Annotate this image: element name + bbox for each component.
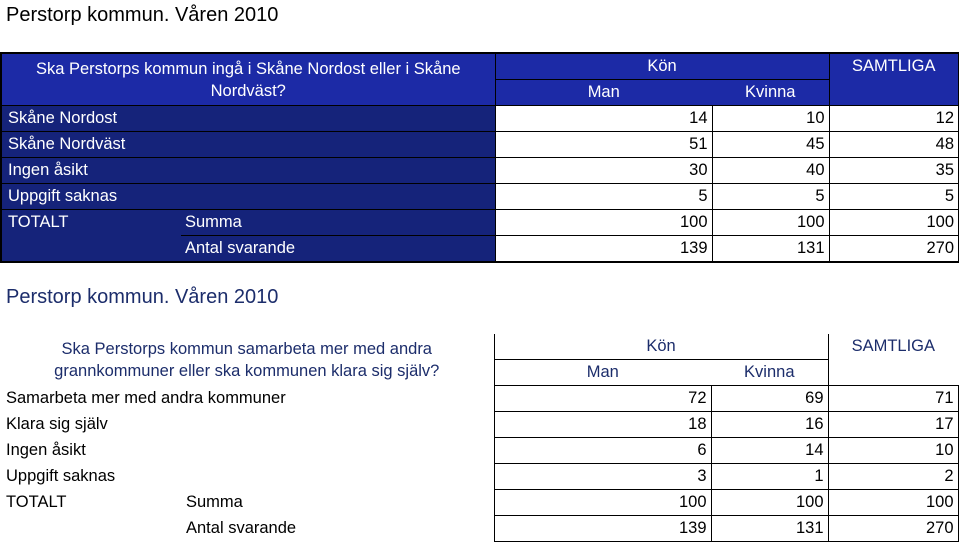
table-row [0, 412, 958, 438]
cell-man: 3 [494, 464, 711, 490]
table2-question: Ska Perstorps kommun samarbeta mer med andra grannkommuner eller ska kommunen klara sig själv? [0, 334, 494, 386]
cell-man: 6 [494, 438, 711, 464]
table-row [1, 106, 959, 132]
cell-samtliga: 71 [828, 386, 958, 412]
cell-kvinna: 5 [712, 184, 829, 210]
cell-samtliga: 10 [828, 438, 958, 464]
cell-man: 139 [494, 516, 711, 542]
table-row [1, 158, 959, 184]
row-label: Uppgift saknas [1, 184, 495, 210]
row-label: Samarbeta mer med andra kommuner [0, 386, 494, 412]
cell-samtliga: 5 [829, 184, 959, 210]
table1-col-kvinna: Kvinna [712, 80, 829, 106]
cell-kvinna: 131 [711, 516, 828, 542]
cell-kvinna: 40 [712, 158, 829, 184]
table1-total-header: SAMTLIGA [829, 53, 959, 106]
table2 [0, 334, 959, 542]
row-label: Skåne Nordost [1, 106, 495, 132]
cell-kvinna: 14 [711, 438, 828, 464]
cell-kvinna: 100 [712, 210, 829, 236]
table1-col-man: Man [495, 80, 712, 106]
table-row [1, 210, 959, 236]
cell-kvinna: 131 [712, 236, 829, 263]
cell-man: 100 [495, 210, 712, 236]
cell-samtliga: 100 [829, 210, 959, 236]
table2-title: Perstorp kommun. Våren 2010 [6, 286, 279, 308]
cell-kvinna: 69 [711, 386, 828, 412]
antal-label: Antal svarande [181, 236, 495, 263]
row-label: Skåne Nordväst [1, 132, 495, 158]
table1 [0, 52, 959, 263]
cell-samtliga: 2 [828, 464, 958, 490]
cell-man: 51 [495, 132, 712, 158]
cell-man: 72 [494, 386, 711, 412]
table2-col-man: Man [494, 360, 711, 386]
cell-samtliga: 12 [829, 106, 959, 132]
cell-man: 100 [494, 490, 711, 516]
cell-kvinna: 16 [711, 412, 828, 438]
table1-title: Perstorp kommun. Våren 2010 [6, 4, 279, 26]
summa-label: Summa [180, 490, 494, 516]
cell-samtliga: 270 [828, 516, 958, 542]
table2-col-kvinna: Kvinna [711, 360, 828, 386]
cell-kvinna: 10 [712, 106, 829, 132]
row-label: Ingen åsikt [0, 438, 494, 464]
table2-group-header: Kön [494, 334, 828, 360]
cell-kvinna: 100 [711, 490, 828, 516]
totalt-label: TOTALT [1, 210, 181, 263]
cell-kvinna: 1 [711, 464, 828, 490]
totalt-label: TOTALT [0, 490, 180, 542]
table-row [1, 184, 959, 210]
cell-samtliga: 270 [829, 236, 959, 263]
cell-man: 30 [495, 158, 712, 184]
table-row [0, 490, 958, 516]
cell-samtliga: 48 [829, 132, 959, 158]
table-row [0, 438, 958, 464]
cell-man: 139 [495, 236, 712, 263]
cell-kvinna: 45 [712, 132, 829, 158]
row-label: Ingen åsikt [1, 158, 495, 184]
summa-label: Summa [181, 210, 495, 236]
table1-question: Ska Perstorps kommun ingå i Skåne Nordost eller i Skåne Nordväst? [1, 53, 495, 106]
cell-man: 14 [495, 106, 712, 132]
cell-samtliga: 17 [828, 412, 958, 438]
table2-total-header: SAMTLIGA [828, 334, 958, 386]
table-row [0, 386, 958, 412]
cell-samtliga: 35 [829, 158, 959, 184]
table1-group-header: Kön [495, 53, 829, 80]
table-row [0, 464, 958, 490]
antal-label: Antal svarande [180, 516, 494, 542]
cell-man: 5 [495, 184, 712, 210]
table-row [1, 132, 959, 158]
cell-samtliga: 100 [828, 490, 958, 516]
cell-man: 18 [494, 412, 711, 438]
row-label: Uppgift saknas [0, 464, 494, 490]
row-label: Klara sig själv [0, 412, 494, 438]
